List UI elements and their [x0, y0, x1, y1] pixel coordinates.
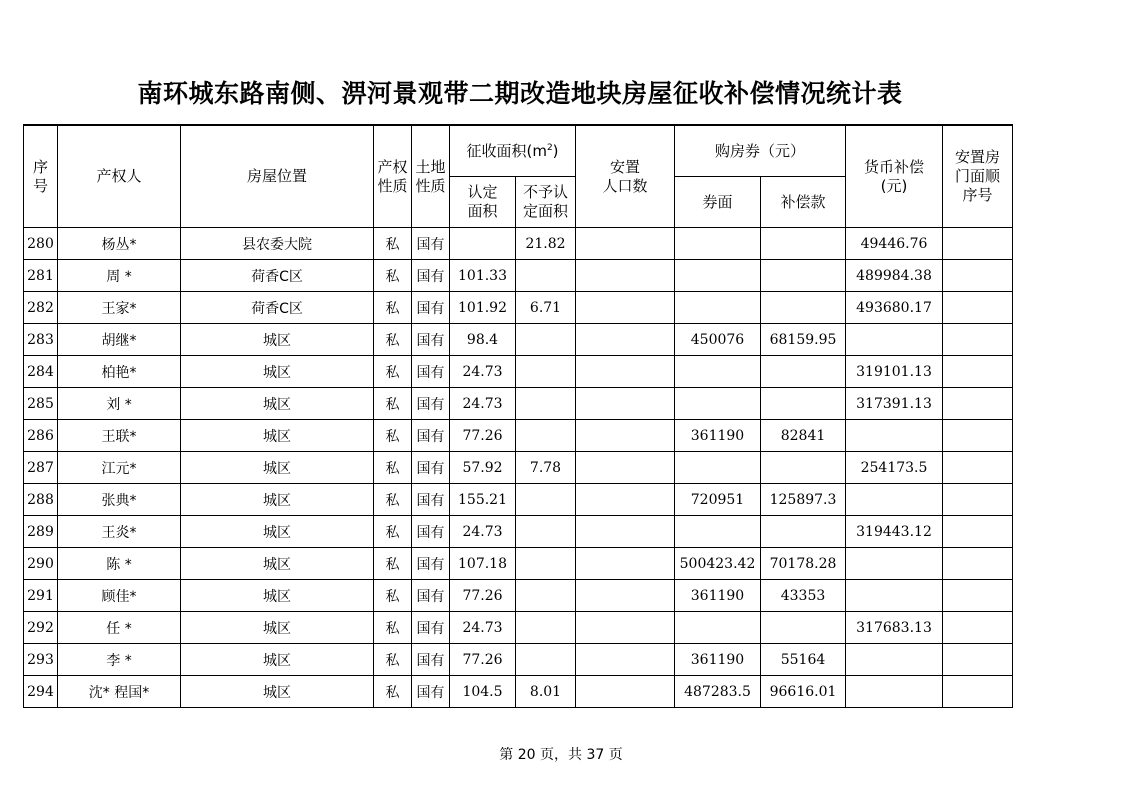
cell-storefront-seq	[943, 324, 1013, 356]
cell-voucher-face	[675, 388, 761, 420]
cell-seq: 292	[24, 612, 58, 644]
cell-voucher-face	[675, 516, 761, 548]
cell-storefront-seq	[943, 260, 1013, 292]
cell-owner: 王炎*	[58, 516, 181, 548]
header-seq: 序 号	[24, 125, 58, 228]
cell-seq: 280	[24, 228, 58, 260]
cell-voucher-face	[675, 356, 761, 388]
cell-area-certified: 101.92	[450, 292, 516, 324]
cell-area-certified: 24.73	[450, 388, 516, 420]
cell-voucher-comp	[761, 388, 846, 420]
cell-seq: 281	[24, 260, 58, 292]
cell-resettle-people	[576, 292, 675, 324]
table-row	[24, 612, 1013, 644]
cell-resettle-people	[576, 356, 675, 388]
cell-voucher-comp: 82841	[761, 420, 846, 452]
cell-voucher-face	[675, 292, 761, 324]
footer-current-page: 20	[517, 747, 536, 763]
cell-voucher-face: 361190	[675, 420, 761, 452]
table-row	[24, 580, 1013, 612]
cell-voucher-comp	[761, 260, 846, 292]
cell-resettle-people	[576, 580, 675, 612]
cell-storefront-seq	[943, 356, 1013, 388]
cell-voucher-face	[675, 260, 761, 292]
cell-voucher-face	[675, 228, 761, 260]
header-owner: 产权人	[58, 125, 181, 228]
cell-land-nature: 国有	[412, 484, 450, 516]
cell-location: 荷香C区	[181, 292, 374, 324]
cell-area-uncertified	[516, 516, 576, 548]
cell-resettle-people	[576, 452, 675, 484]
cell-area-certified: 77.26	[450, 580, 516, 612]
cell-location: 城区	[181, 676, 374, 708]
cell-area-certified: 104.5	[450, 676, 516, 708]
cell-owner: 周 *	[58, 260, 181, 292]
header-storefront-seq: 安置房 门面顺 序号	[943, 125, 1013, 228]
cell-cash-comp	[846, 548, 943, 580]
cell-location: 县农委大院	[181, 228, 374, 260]
cell-location: 城区	[181, 580, 374, 612]
cell-resettle-people	[576, 388, 675, 420]
cell-cash-comp	[846, 644, 943, 676]
cell-storefront-seq	[943, 484, 1013, 516]
table-row	[24, 452, 1013, 484]
cell-cash-comp	[846, 676, 943, 708]
cell-cash-comp: 493680.17	[846, 292, 943, 324]
cell-property-nature: 私	[374, 420, 412, 452]
cell-owner: 杨丛*	[58, 228, 181, 260]
cell-owner: 张典*	[58, 484, 181, 516]
cell-resettle-people	[576, 228, 675, 260]
cell-cash-comp	[846, 580, 943, 612]
cell-land-nature: 国有	[412, 260, 450, 292]
cell-voucher-comp	[761, 612, 846, 644]
cell-owner: 顾佳*	[58, 580, 181, 612]
cell-voucher-comp: 96616.01	[761, 676, 846, 708]
cell-voucher-face: 361190	[675, 644, 761, 676]
cell-seq: 285	[24, 388, 58, 420]
cell-property-nature: 私	[374, 580, 412, 612]
cell-location: 城区	[181, 324, 374, 356]
cell-voucher-comp	[761, 292, 846, 324]
cell-area-uncertified	[516, 388, 576, 420]
cell-location: 城区	[181, 484, 374, 516]
cell-land-nature: 国有	[412, 452, 450, 484]
cell-area-uncertified	[516, 580, 576, 612]
header-area-certified: 认定 面积	[450, 177, 516, 228]
cell-property-nature: 私	[374, 356, 412, 388]
cell-land-nature: 国有	[412, 292, 450, 324]
cell-voucher-comp: 43353	[761, 580, 846, 612]
cell-area-uncertified	[516, 260, 576, 292]
cell-cash-comp: 317683.13	[846, 612, 943, 644]
cell-area-certified: 77.26	[450, 420, 516, 452]
cell-voucher-comp	[761, 516, 846, 548]
cell-property-nature: 私	[374, 260, 412, 292]
cell-area-certified: 24.73	[450, 612, 516, 644]
table-body	[24, 228, 1013, 708]
cell-voucher-comp	[761, 452, 846, 484]
cell-storefront-seq	[943, 548, 1013, 580]
footer-suffix: 页	[608, 747, 623, 763]
compensation-table	[23, 124, 1013, 708]
cell-property-nature: 私	[374, 644, 412, 676]
header-resettle-people: 安置 人口数	[576, 125, 675, 228]
cell-location: 城区	[181, 452, 374, 484]
cell-cash-comp: 49446.76	[846, 228, 943, 260]
cell-area-uncertified	[516, 420, 576, 452]
cell-land-nature: 国有	[412, 612, 450, 644]
cell-voucher-comp	[761, 228, 846, 260]
cell-property-nature: 私	[374, 676, 412, 708]
cell-storefront-seq	[943, 644, 1013, 676]
table-row	[24, 388, 1013, 420]
table-header	[24, 125, 1013, 228]
cell-cash-comp: 489984.38	[846, 260, 943, 292]
cell-owner: 陈 *	[58, 548, 181, 580]
cell-cash-comp: 317391.13	[846, 388, 943, 420]
cell-area-uncertified	[516, 324, 576, 356]
cell-owner: 江元*	[58, 452, 181, 484]
header-voucher-group: 购房券（元）	[675, 125, 846, 177]
cell-storefront-seq	[943, 676, 1013, 708]
cell-area-uncertified: 21.82	[516, 228, 576, 260]
cell-land-nature: 国有	[412, 388, 450, 420]
table-row	[24, 228, 1013, 260]
cell-owner: 王家*	[58, 292, 181, 324]
cell-seq: 291	[24, 580, 58, 612]
header-land-nature: 土地 性质	[412, 125, 450, 228]
cell-location: 城区	[181, 612, 374, 644]
table-row	[24, 324, 1013, 356]
cell-location: 城区	[181, 420, 374, 452]
cell-owner: 柏艳*	[58, 356, 181, 388]
cell-area-uncertified	[516, 484, 576, 516]
cell-land-nature: 国有	[412, 324, 450, 356]
cell-resettle-people	[576, 644, 675, 676]
cell-property-nature: 私	[374, 324, 412, 356]
cell-property-nature: 私	[374, 516, 412, 548]
cell-seq: 282	[24, 292, 58, 324]
cell-area-certified: 155.21	[450, 484, 516, 516]
cell-cash-comp	[846, 420, 943, 452]
cell-storefront-seq	[943, 516, 1013, 548]
cell-area-uncertified	[516, 548, 576, 580]
cell-land-nature: 国有	[412, 676, 450, 708]
cell-seq: 286	[24, 420, 58, 452]
table-row	[24, 516, 1013, 548]
cell-resettle-people	[576, 676, 675, 708]
cell-location: 城区	[181, 548, 374, 580]
cell-voucher-face: 487283.5	[675, 676, 761, 708]
footer-total-pages: 37	[586, 747, 605, 763]
cell-property-nature: 私	[374, 548, 412, 580]
cell-location: 城区	[181, 356, 374, 388]
cell-area-uncertified	[516, 356, 576, 388]
cell-cash-comp: 319443.12	[846, 516, 943, 548]
cell-resettle-people	[576, 548, 675, 580]
cell-land-nature: 国有	[412, 644, 450, 676]
cell-voucher-face: 361190	[675, 580, 761, 612]
cell-resettle-people	[576, 260, 675, 292]
header-area-uncertified: 不予认 定面积	[516, 177, 576, 228]
cell-storefront-seq	[943, 228, 1013, 260]
table-row	[24, 676, 1013, 708]
table-row	[24, 356, 1013, 388]
cell-location: 城区	[181, 388, 374, 420]
cell-storefront-seq	[943, 612, 1013, 644]
cell-land-nature: 国有	[412, 420, 450, 452]
cell-seq: 290	[24, 548, 58, 580]
cell-location: 城区	[181, 644, 374, 676]
cell-land-nature: 国有	[412, 548, 450, 580]
cell-property-nature: 私	[374, 388, 412, 420]
cell-voucher-comp: 70178.28	[761, 548, 846, 580]
page-footer	[0, 744, 1122, 764]
page-title: 南环城东路南侧、淠河景观带二期改造地块房屋征收补偿情况统计表	[137, 79, 903, 108]
cell-owner: 沈* 程国*	[58, 676, 181, 708]
table-row	[24, 484, 1013, 516]
header-property-nature: 产权 性质	[374, 125, 412, 228]
table-row	[24, 644, 1013, 676]
cell-seq: 283	[24, 324, 58, 356]
cell-property-nature: 私	[374, 612, 412, 644]
cell-storefront-seq	[943, 420, 1013, 452]
cell-property-nature: 私	[374, 452, 412, 484]
cell-resettle-people	[576, 324, 675, 356]
cell-resettle-people	[576, 612, 675, 644]
cell-voucher-comp: 125897.3	[761, 484, 846, 516]
cell-area-uncertified: 6.71	[516, 292, 576, 324]
cell-area-certified: 77.26	[450, 644, 516, 676]
cell-area-uncertified: 8.01	[516, 676, 576, 708]
cell-property-nature: 私	[374, 228, 412, 260]
cell-storefront-seq	[943, 388, 1013, 420]
cell-owner: 刘 *	[58, 388, 181, 420]
header-area-group: 征收面积$(m^2)$	[450, 125, 576, 177]
table-row	[24, 420, 1013, 452]
cell-land-nature: 国有	[412, 580, 450, 612]
cell-area-certified: 24.73	[450, 356, 516, 388]
cell-owner: 胡继*	[58, 324, 181, 356]
cell-cash-comp	[846, 484, 943, 516]
header-voucher-comp: 补偿款	[761, 177, 846, 228]
cell-voucher-face	[675, 452, 761, 484]
cell-voucher-face: 450076	[675, 324, 761, 356]
cell-land-nature: 国有	[412, 516, 450, 548]
cell-voucher-face: 720951	[675, 484, 761, 516]
footer-mid: 页，共	[540, 747, 582, 763]
cell-area-uncertified: 7.78	[516, 452, 576, 484]
cell-resettle-people	[576, 420, 675, 452]
cell-cash-comp	[846, 324, 943, 356]
cell-voucher-comp: 55164	[761, 644, 846, 676]
cell-voucher-comp	[761, 356, 846, 388]
cell-area-certified: 24.73	[450, 516, 516, 548]
cell-location: 城区	[181, 516, 374, 548]
cell-cash-comp: 319101.13	[846, 356, 943, 388]
table-row	[24, 260, 1013, 292]
cell-land-nature: 国有	[412, 228, 450, 260]
cell-area-uncertified	[516, 612, 576, 644]
cell-property-nature: 私	[374, 484, 412, 516]
cell-storefront-seq	[943, 452, 1013, 484]
cell-storefront-seq	[943, 580, 1013, 612]
cell-seq: 289	[24, 516, 58, 548]
cell-cash-comp: 254173.5	[846, 452, 943, 484]
cell-area-certified: 57.92	[450, 452, 516, 484]
cell-owner: 李 *	[58, 644, 181, 676]
cell-voucher-face	[675, 612, 761, 644]
cell-voucher-face: 500423.42	[675, 548, 761, 580]
table-row	[24, 292, 1013, 324]
footer-prefix: 第	[499, 747, 514, 763]
header-cash-comp: 货币补偿 (元)	[846, 125, 943, 228]
cell-seq: 287	[24, 452, 58, 484]
cell-area-certified: 107.18	[450, 548, 516, 580]
cell-area-uncertified	[516, 644, 576, 676]
cell-area-certified	[450, 228, 516, 260]
cell-seq: 293	[24, 644, 58, 676]
cell-resettle-people	[576, 516, 675, 548]
cell-location: 荷香C区	[181, 260, 374, 292]
cell-land-nature: 国有	[412, 356, 450, 388]
table-row	[24, 548, 1013, 580]
cell-seq: 288	[24, 484, 58, 516]
cell-voucher-comp: 68159.95	[761, 324, 846, 356]
header-voucher-face: 券面	[675, 177, 761, 228]
cell-storefront-seq	[943, 292, 1013, 324]
cell-area-certified: 98.4	[450, 324, 516, 356]
cell-owner: 王联*	[58, 420, 181, 452]
cell-property-nature: 私	[374, 292, 412, 324]
cell-resettle-people	[576, 484, 675, 516]
header-location: 房屋位置	[181, 125, 374, 228]
cell-owner: 任 *	[58, 612, 181, 644]
cell-seq: 294	[24, 676, 58, 708]
cell-area-certified: 101.33	[450, 260, 516, 292]
cell-seq: 284	[24, 356, 58, 388]
